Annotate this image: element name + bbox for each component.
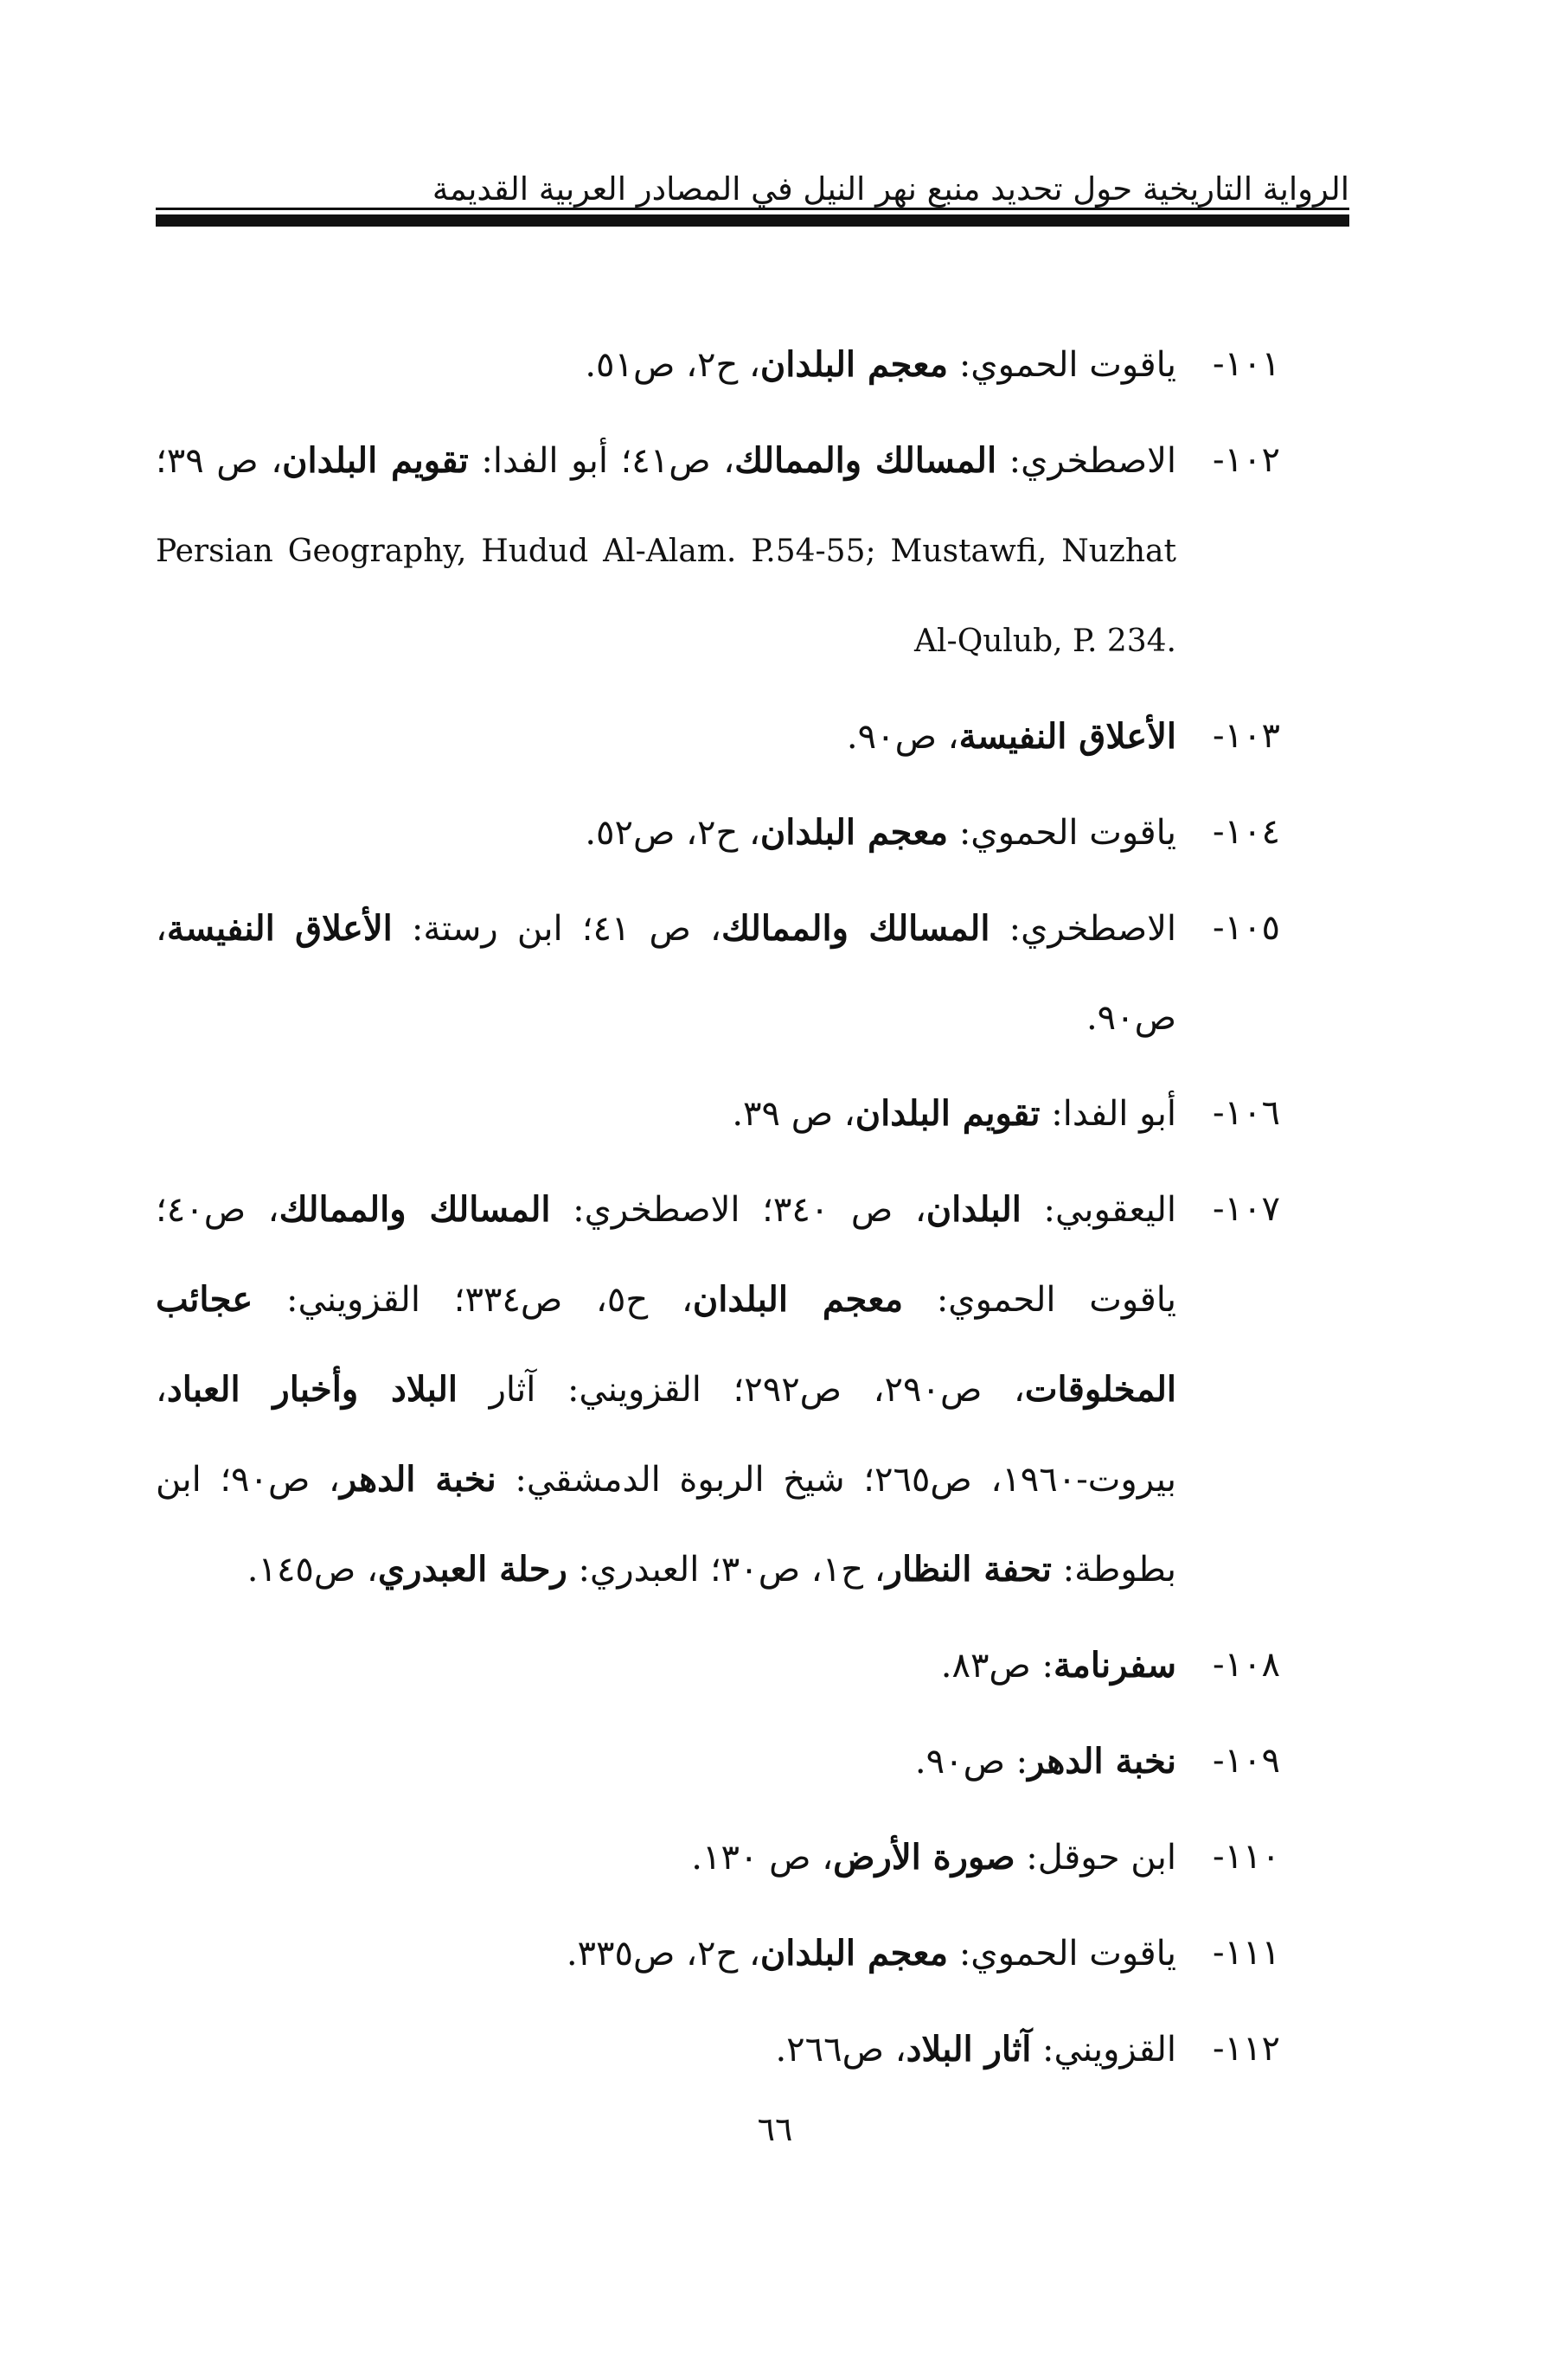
footnote-number: ١١١- bbox=[1213, 1933, 1280, 1973]
footnote-109: ١٠٩- نخبة الدهر: ص٩٠. bbox=[156, 1717, 1280, 1807]
book-title: معجم البلدان bbox=[759, 1933, 949, 1974]
book-title: نخبة الدهر bbox=[339, 1459, 496, 1500]
book-title: البلاد وأخبار العباد bbox=[166, 1369, 458, 1410]
book-title: صورة الأرض bbox=[833, 1837, 1015, 1878]
footnote-105: ١٠٥- الاصطخري: المسالك والممالك، ص ٤١؛ ابن رستة: الأعلاق النفيسة، ص٩٠. bbox=[156, 884, 1280, 1063]
book-title: عجائب المخلوقات bbox=[156, 1279, 1176, 1410]
book-title: تحفة النظار bbox=[885, 1549, 1052, 1590]
running-header: الرواية التاريخية حول تحديد منبع نهر النيل في المصادر العربية القديمة bbox=[432, 170, 1349, 208]
footnote-number: ١٠٣- bbox=[1213, 716, 1280, 756]
book-title: المسالك والممالك bbox=[721, 908, 990, 949]
book-title: تقويم البلدان bbox=[282, 440, 469, 481]
footnote-number: ١٠٧- bbox=[1213, 1189, 1280, 1229]
book-title: آثار البلاد bbox=[906, 2029, 1032, 2070]
book-title: الأعلاق النفيسة bbox=[958, 716, 1176, 757]
footnote-112: ١١٢- القزويني: آثار البلاد، ص٢٦٦. bbox=[156, 2005, 1280, 2095]
page-number: ٦٦ bbox=[757, 2110, 793, 2148]
footnote-number: ١٠٢- bbox=[1213, 440, 1280, 480]
header-rule-thick bbox=[156, 214, 1349, 227]
book-title: نخبة الدهر bbox=[1028, 1741, 1176, 1782]
footnote-number: ١٠٩- bbox=[1213, 1741, 1280, 1781]
footnote-111: ١١١- ياقوت الحموي: معجم البلدان، ح٢، ص٣٣٥. bbox=[156, 1909, 1280, 1999]
footnote-list bbox=[156, 320, 1280, 2101]
book-title: رحلة العبدري bbox=[377, 1549, 567, 1590]
footnote-number: ١٠١- bbox=[1213, 344, 1280, 384]
footnote-number: ١٠٥- bbox=[1213, 908, 1280, 948]
footnote-number: ١٠٨- bbox=[1213, 1645, 1280, 1685]
footnote-number: ١١٠- bbox=[1213, 1837, 1280, 1877]
book-title: تقويم البلدان bbox=[855, 1093, 1041, 1134]
book-title: الأعلاق النفيسة bbox=[166, 908, 393, 949]
footnote-104: ١٠٤- ياقوت الحموي: معجم البلدان، ح٢، ص٥٢. bbox=[156, 788, 1280, 878]
book-title: معجم البلدان bbox=[759, 344, 949, 385]
footnote-110: ١١٠- ابن حوقل: صورة الأرض، ص ١٣٠. bbox=[156, 1813, 1280, 1903]
footnote-101: ١٠١- ياقوت الحموي: معجم البلدان، ح٢، ص٥١. bbox=[156, 320, 1280, 410]
book-title: معجم البلدان bbox=[692, 1279, 904, 1320]
footnote-103: ١٠٣- الأعلاق النفيسة، ص٩٠. bbox=[156, 692, 1280, 782]
book-title: المسالك والممالك bbox=[279, 1189, 551, 1230]
book-title: البلدان bbox=[926, 1189, 1022, 1230]
book-title: معجم البلدان bbox=[759, 812, 949, 853]
footnote-number: ١٠٤- bbox=[1213, 812, 1280, 852]
footnote-106: ١٠٦- أبو الفدا: تقويم البلدان، ص ٣٩. bbox=[156, 1069, 1280, 1159]
book-title: المسالك والممالك bbox=[734, 440, 997, 481]
header-rule-thin bbox=[156, 208, 1349, 210]
footnote-102: ١٠٢- الاصطخري: المسالك والممالك، ص٤١؛ أبو الفدا: تقويم البلدان، ص ٣٩؛ Persian Geography, Hudud Al-Alam. P.54-55; Mustawfi, Nuzhat Al-Qulub, P. 234. bbox=[156, 416, 1280, 686]
footnote-107: ١٠٧- اليعقوبي: البلدان، ص ٣٤٠؛ الاصطخري: المسالك والممالك، ص٤٠؛ ياقوت الحموي: معجم البلدان، ح٥، ص٣٣٤؛ القزويني: عجائب المخلوقات، ص٢٩٠، ص٢٩٢؛ القزويني: آثار البلاد وأخبار العباد، بيروت-١٩٦٠، ص٢٦٥؛ شيخ الربوة الدمشقي: نخبة الدهر، ص٩٠؛ ابن بطوطة: تحفة النظار، ح١، ص٣٠؛ العبدري: رحلة العبدري، ص١٤٥. bbox=[156, 1165, 1280, 1615]
footnote-number: ١١٢- bbox=[1213, 2029, 1280, 2069]
footnote-108: ١٠٨- سفرنامة: ص٨٣. bbox=[156, 1621, 1280, 1711]
english-reference: Persian Geography, Hudud Al-Alam. P.54-55; Mustawfi, Nuzhat Al-Qulub, P. 234. bbox=[156, 534, 1176, 659]
footnote-number: ١٠٦- bbox=[1213, 1093, 1280, 1133]
book-title: سفرنامة bbox=[1053, 1645, 1176, 1686]
